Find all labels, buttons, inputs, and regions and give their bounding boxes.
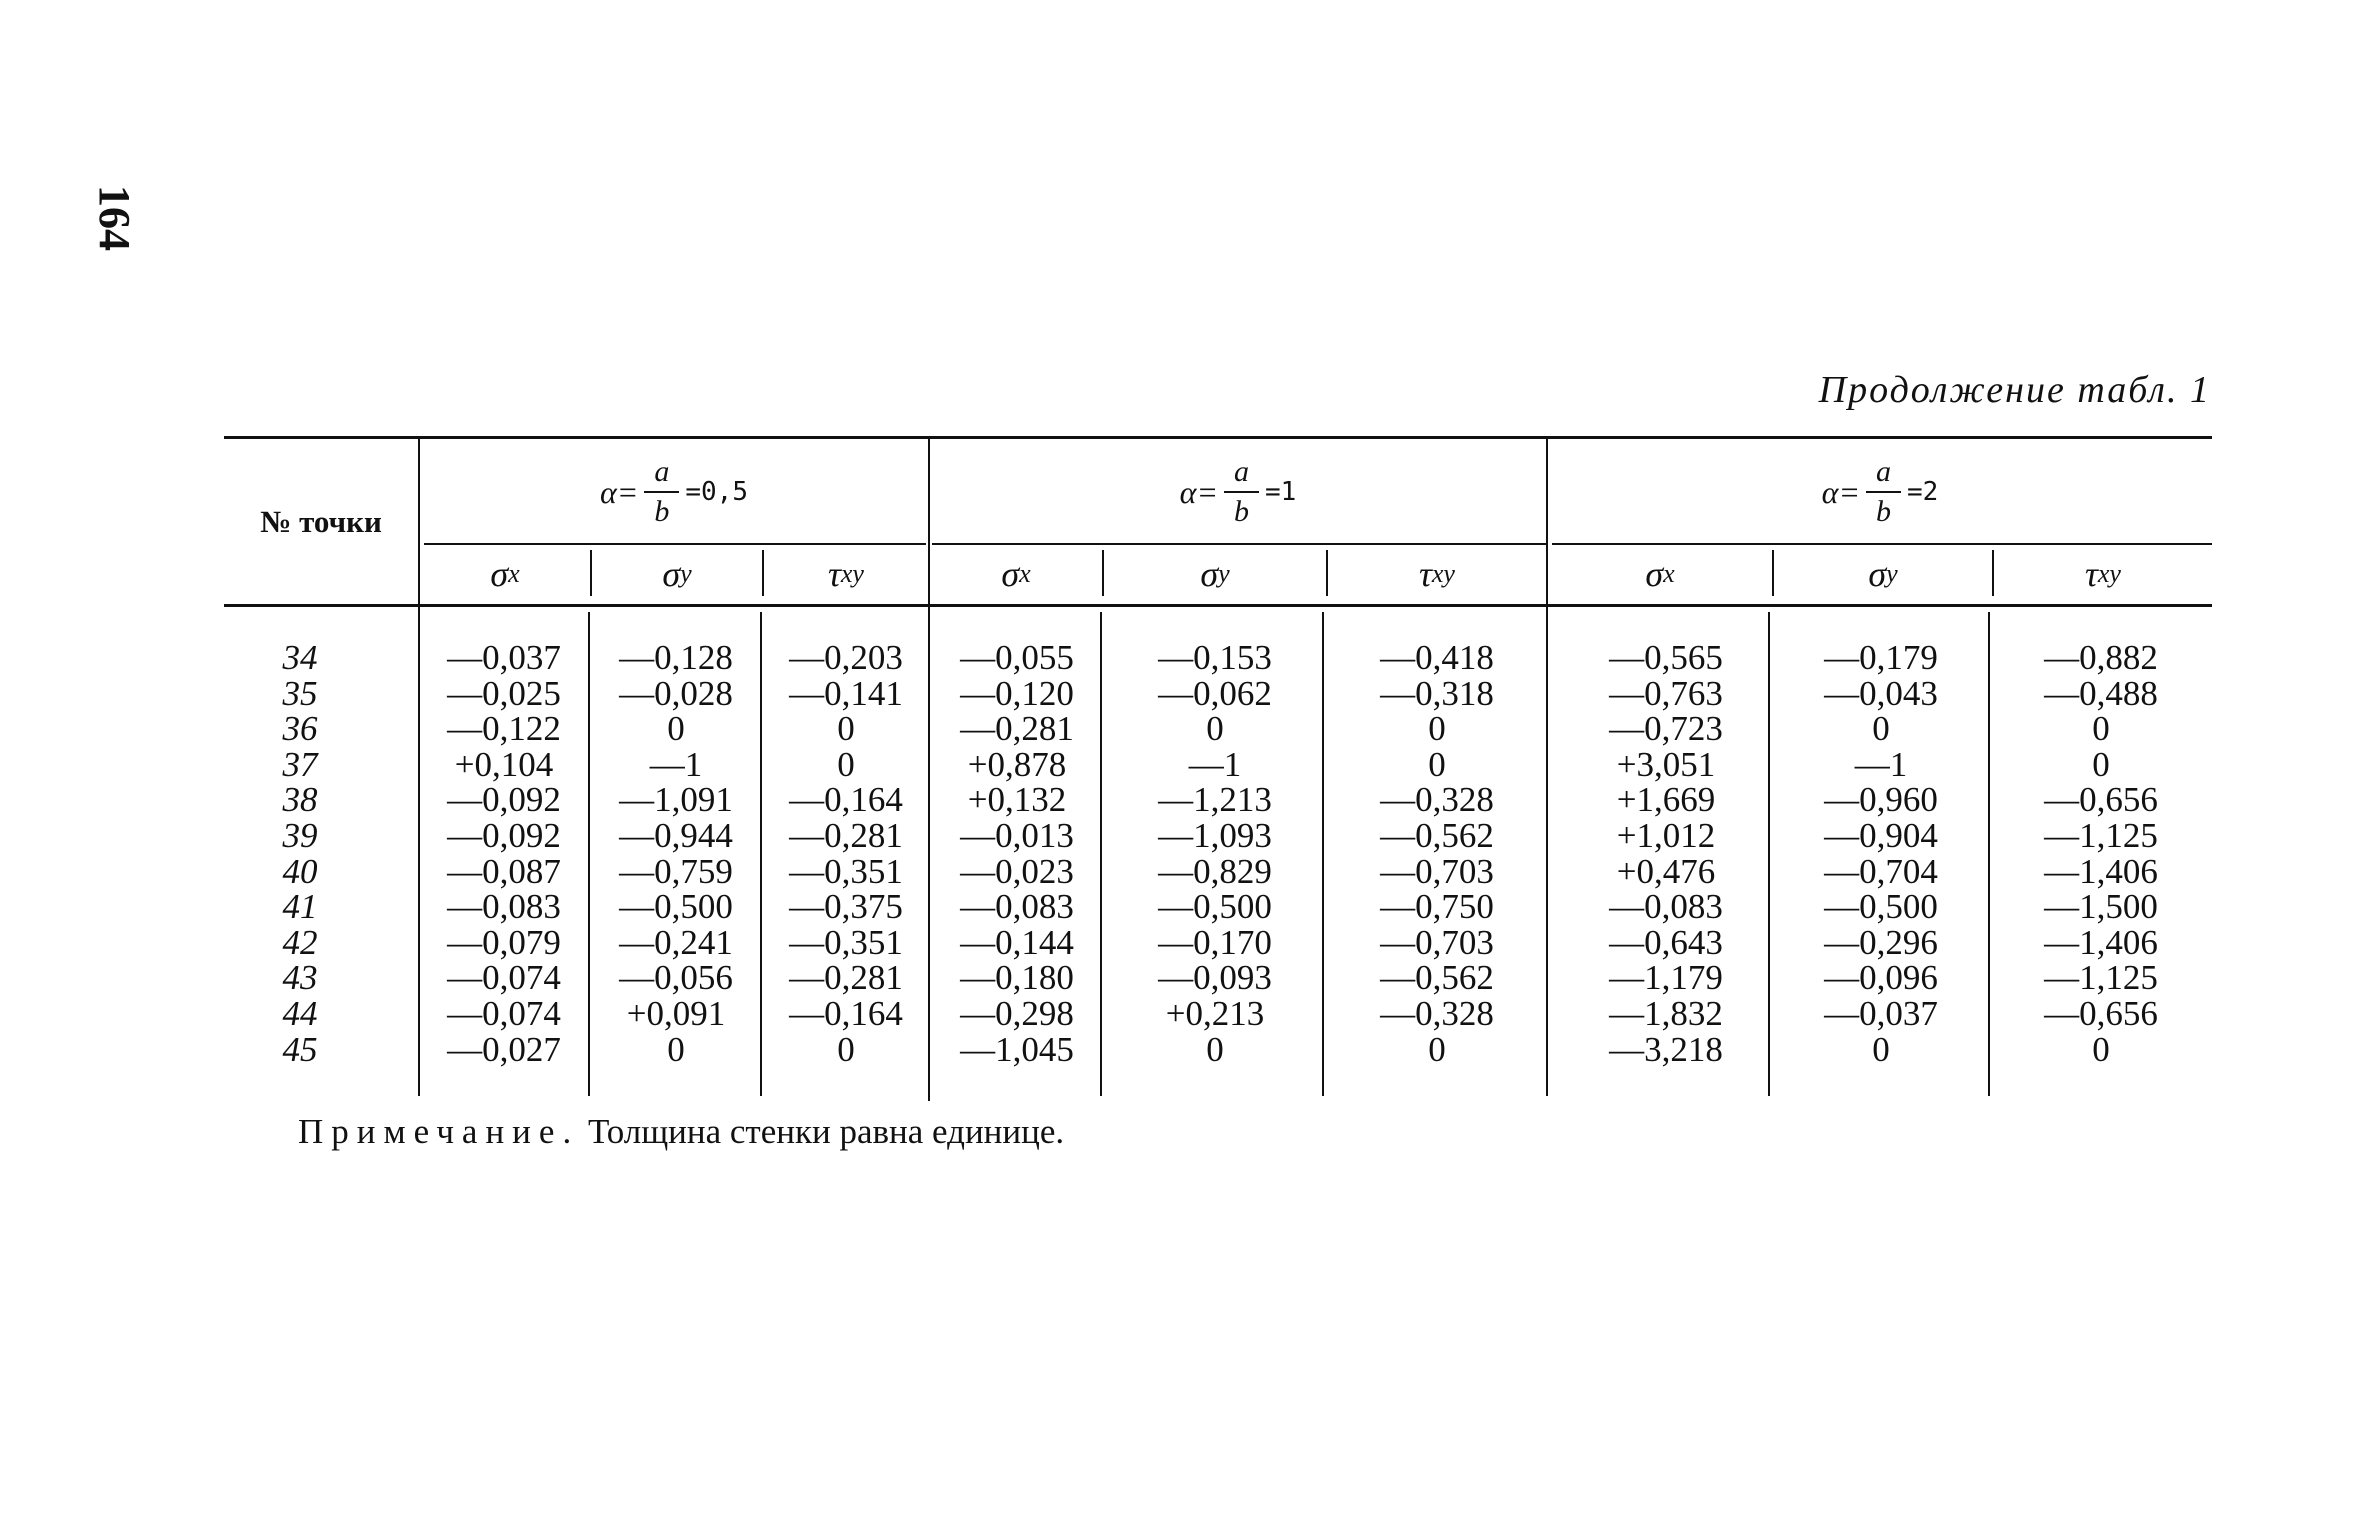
table-cell: —0,750 [1380,887,1494,927]
table-cell: 0 [667,1029,685,1069]
subheader-tau-xy: τ xy [1419,554,1455,594]
table-cell: —0,375 [789,887,903,927]
data-column [936,640,1098,1067]
table-cell: 0 [837,744,855,784]
table-cell: —0,093 [1158,958,1272,998]
table-cell: —0,351 [789,851,903,891]
data-column [1796,640,1966,1067]
table-cell: —0,079 [447,922,561,962]
table-cell: —0,087 [447,851,561,891]
table-cell: —0,328 [1380,993,1494,1033]
group-underline [932,543,1546,545]
table-note [298,1112,1064,1152]
table-cell: —0,037 [447,638,561,677]
subheader-sigma-x: σ x [490,554,520,594]
data-column [596,640,756,1067]
data-column [1352,640,1522,1067]
table-cell: —0,418 [1380,638,1494,677]
point-number: 45 [282,1029,318,1069]
table-cell: —0,500 [1824,887,1938,927]
table-cell: —0,759 [619,851,733,891]
group-underline [1552,543,2212,545]
table-cell: —1,045 [960,1029,1074,1069]
body-separator [1100,612,1102,1096]
table-cell: —0,281 [789,815,903,855]
table-cell: —0,703 [1380,851,1494,891]
table-cell: +0,104 [454,744,554,784]
table-cell: —1,091 [619,780,733,820]
table-cell: —0,074 [447,958,561,998]
point-number: 40 [282,851,318,891]
table-cell: —0,328 [1380,780,1494,820]
table-cell: —0,144 [960,922,1074,962]
note-text: Толщина стенки равна единице. [587,1112,1065,1151]
table-cell: 0 [1872,1029,1890,1069]
table-cell: —3,218 [1609,1029,1723,1069]
group-underline [424,543,926,545]
table-cell: —0,083 [1609,887,1723,927]
table-cell: —0,281 [789,958,903,998]
table-cell: —0,028 [619,673,733,713]
alpha-group-header: α= $\frac{a}{b}$ =2 [1821,455,1939,528]
table-cell: —0,096 [1824,958,1938,998]
table-cell: —0,281 [960,709,1074,749]
table-cell: —0,128 [619,638,733,677]
table-cell: —1,832 [1609,993,1723,1033]
table-cell: —0,944 [619,815,733,855]
table-cell: —1,213 [1158,780,1272,820]
subheader-sigma-y: σ y [1200,554,1230,594]
table-cell: —0,500 [1158,887,1272,927]
table-cell: —0,092 [447,815,561,855]
table-cell: —0,056 [619,958,733,998]
table-cell: —0,656 [2044,993,2158,1033]
table-cell: —0,013 [960,815,1074,855]
table-cell: —0,562 [1380,958,1494,998]
table-cell: +1,669 [1616,780,1716,820]
table-cell: —1,093 [1158,815,1272,855]
table-cell: —0,296 [1824,922,1938,962]
subheader-sigma-x: σ x [1001,554,1031,594]
point-number: 34 [282,638,318,677]
alpha-group-header: α= $\frac{a}{b}$ =0,5 [599,455,748,528]
table-cell: —0,074 [447,993,561,1033]
table-top-rule [224,436,2212,439]
point-number: 36 [282,709,318,749]
table-cell: —0,203 [789,638,903,677]
table-cell: +3,051 [1616,744,1716,784]
table-cell: 0 [837,709,855,749]
table-cell: —0,562 [1380,815,1494,855]
table-cell: —0,565 [1609,638,1723,677]
table-cell: —1,500 [2044,887,2158,927]
table-cell: 0 [2092,1029,2110,1069]
table-cell: +1,012 [1616,815,1716,855]
point-number: 39 [282,815,318,855]
table-cell: 0 [837,1029,855,1069]
alpha-group-header: α= $\frac{a}{b}$ =1 [1179,455,1297,528]
table-cell: —0,023 [960,851,1074,891]
subheader-tau-xy: τ xy [2085,554,2121,594]
subheader-sigma-x: σ x [1645,554,1675,594]
table-cell: —0,298 [960,993,1074,1033]
table-cell: +0,476 [1616,851,1716,891]
data-column [766,640,926,1067]
table-cell: —0,704 [1824,851,1938,891]
body-separator [760,612,762,1096]
point-number: 37 [282,744,318,784]
table-cell: —0,027 [447,1029,561,1069]
table-cell: —1,406 [2044,922,2158,962]
table-cell: —0,055 [960,638,1074,677]
table-cell: —0,083 [447,887,561,927]
subheader-sigma-y: σ y [662,554,692,594]
table-cell: —0,062 [1158,673,1272,713]
header-bottom-rule [224,604,2212,607]
body-separator [1988,612,1990,1096]
table-cell: —0,882 [2044,638,2158,677]
body-separator [1322,612,1324,1096]
table-cell: —1 [1854,744,1908,784]
table-cell: —0,763 [1609,673,1723,713]
note-label: Примечание. [298,1112,580,1151]
table-cell: —1 [649,744,703,784]
table-cell: —0,141 [789,673,903,713]
table-cell: —0,656 [2044,780,2158,820]
table-cell: +0,213 [1165,993,1265,1033]
data-column [1130,640,1300,1067]
point-number: 38 [282,780,318,820]
table-cell: —0,037 [1824,993,1938,1033]
page-number: 164 [90,185,139,251]
table-cell: —0,043 [1824,673,1938,713]
table-cell: +0,878 [967,744,1067,784]
data-column [2016,640,2186,1067]
table-cell: —0,960 [1824,780,1938,820]
table-cell: —0,180 [960,958,1074,998]
point-number: 43 [282,958,318,998]
table-cell: —0,164 [789,780,903,820]
data-column [1580,640,1752,1067]
table-caption: Продолжение табл. 1 [1818,369,2211,411]
table-cell: 0 [1428,1029,1446,1069]
table-cell: —0,164 [789,993,903,1033]
data-column [424,640,584,1067]
table-cell: —0,829 [1158,851,1272,891]
subheader-sigma-y: σ y [1868,554,1898,594]
point-number-header: № точки [260,504,382,539]
body-separator [1768,612,1770,1096]
table-cell: 0 [1428,744,1446,784]
table-cell: 0 [1428,709,1446,749]
table-cell: +0,132 [967,780,1067,820]
table-cell: —1 [1188,744,1242,784]
table-cell: +0,091 [626,993,726,1033]
point-number: 41 [282,887,318,927]
table-cell: 0 [2092,744,2110,784]
table-cell: —0,703 [1380,922,1494,962]
point-number-column [260,640,340,1067]
table-cell: —1,125 [2044,958,2158,998]
table-cell: —0,025 [447,673,561,713]
point-number: 35 [282,673,318,713]
table-cell: —0,488 [2044,673,2158,713]
point-number: 42 [282,922,318,962]
table-cell: —1,406 [2044,851,2158,891]
table-cell: —0,904 [1824,815,1938,855]
table-cell: 0 [667,709,685,749]
table-cell: —1,179 [1609,958,1723,998]
table-cell: —0,643 [1609,922,1723,962]
table-cell: 0 [1206,709,1224,749]
table-cell: —0,723 [1609,709,1723,749]
subheader-tau-xy: τ xy [828,554,864,594]
table-cell: —1,125 [2044,815,2158,855]
table-cell: —0,122 [447,709,561,749]
table-cell: —0,351 [789,922,903,962]
point-number: 44 [282,993,318,1033]
table-cell: —0,092 [447,780,561,820]
table-cell: —0,241 [619,922,733,962]
table-cell: 0 [2092,709,2110,749]
table-cell: —0,153 [1158,638,1272,677]
table-cell: —0,120 [960,673,1074,713]
table-cell: —0,179 [1824,638,1938,677]
table-cell: 0 [1872,709,1890,749]
table-cell: —0,083 [960,887,1074,927]
table-cell: —0,500 [619,887,733,927]
table-cell: —0,170 [1158,922,1272,962]
table-cell: —0,318 [1380,673,1494,713]
table-cell: 0 [1206,1029,1224,1069]
body-separator [588,612,590,1096]
